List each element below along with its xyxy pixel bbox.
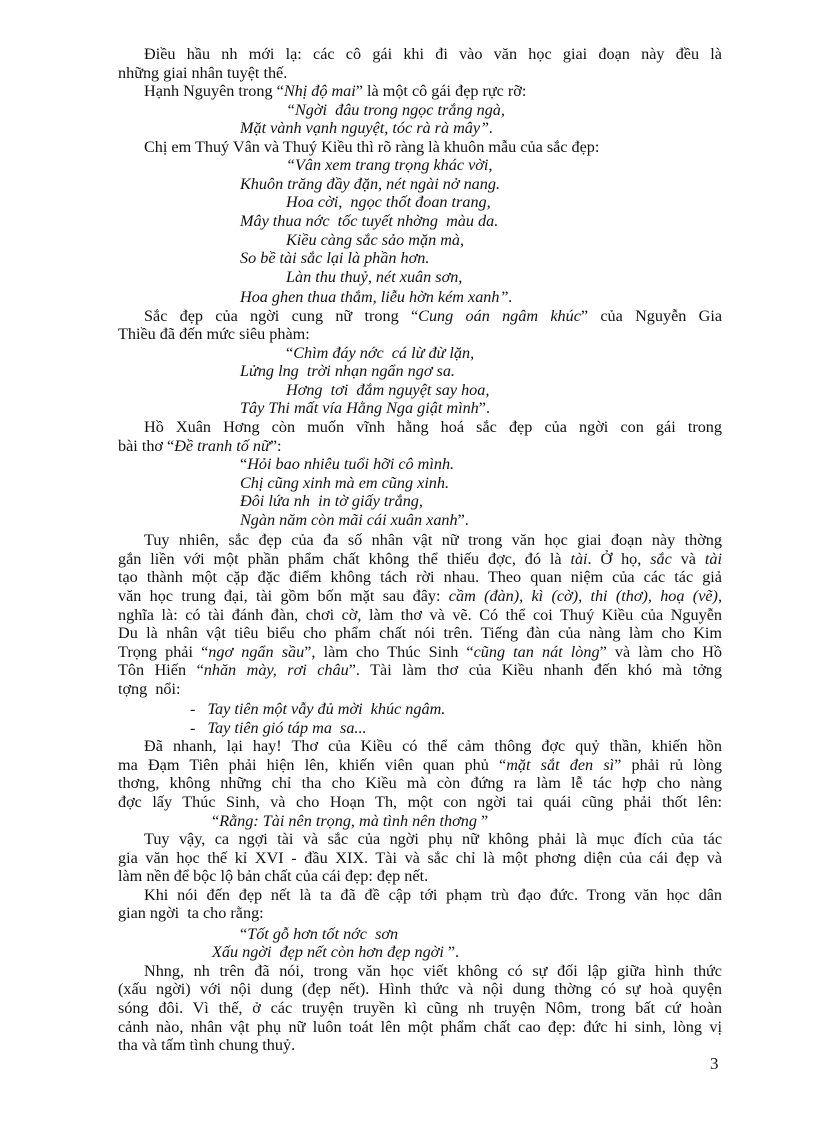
text-line: Tuy vậy, ca ngợi tài và sắc của ngời phụ nữ không phải là mục đích của tác [144,830,722,849]
text-line: Thiều đã đến mức siêu phàm: [118,325,310,344]
text-line: ma Đạm Tiên phải hiện lên, khiến viên quan phủ “mặt sắt đen sì” phải rủ lòng [118,755,722,774]
text-line: “Ngời đâu trong ngọc trắng ngà, [286,100,505,119]
text-line: Chị cũng xinh mà em cũng xinh. [240,473,450,492]
text-line: Đã nhanh, lại hay! Thơ của Kiều có thể cảm thông đợc quỷ thần, khiến hồn [144,737,722,756]
text-line: Tôn Hiến “nhăn mày, rơi châu”. Tài làm thơ của Kiều nhanh đến khó mà tởng [118,661,722,680]
text-line: bài thơ “Đề tranh tố nữ”: [118,436,282,455]
text-line: cảnh nào, nhân vật phụ nữ luôn toát lên một phẩm chất cao đẹp: đức hi sinh, lòng vị [118,1017,722,1036]
text-line: “Vân xem trang trọng khác vời, [286,156,493,175]
text-line: Khuôn trăng đầy đặn, nét ngài nở nang. [240,174,500,193]
text-line: gắn liền với một phần phẩm chất không thể thiếu đợc, đó là tài. Ở họ, sắc và tài [118,549,722,568]
text-line: Mặt vành vạnh nguyệt, tóc rà rà mây”. [240,119,494,138]
text-line: nghĩa là: có tài đánh đàn, chơi cờ, làm thơ và vẽ. Có thể coi Thuý Kiều của Nguyễn [118,605,722,624]
text-line: gia văn học thế kỉ XVI - đầu XIX. Tài và sắc chỉ là một phơng diện của cái đẹp và [118,848,722,867]
text-line: Tây Thi mất vía Hằng Nga giật mình”. [240,399,491,418]
text-line: Trọng phải “ngơ ngẩn sầu”, làm cho Thúc Sinh “cũng tan nát lòng” và làm cho Hồ [118,642,722,661]
text-line: Đôi lứa nh in tờ giấy trắng, [240,492,423,511]
text-line: tha và tấm tình chung thuỷ. [118,1036,296,1055]
text-line: Hạnh Nguyên trong “Nhị độ mai” là một cô gái đẹp rực rỡ: [144,82,527,101]
text-line: làm nền để bộc lộ bản chất của cái đẹp: đẹp nết. [118,867,429,886]
text-line: Điều hầu nh mới lạ: các cô gái khi đi vào văn học giai đoạn này đều là [144,45,722,63]
text-line: Hoa cời, ngọc thốt đoan trang, [286,193,491,212]
text-line: văn học trung đại, tài gồm bốn mặt sau đây: cầm (đàn), kì (cờ), thi (thơ), hoạ (vẽ), [118,586,722,605]
text-line: Mây thua nớc tốc tuyết nhờng màu da. [240,212,499,231]
text-line: Làn thu thuỷ, nét xuân sơn, [286,267,463,286]
text-line: Khi nói đến đẹp nết là ta đã đề cập tới phạm trù đạo đức. Trong văn học dân [144,885,722,904]
text-line: những giai nhân tuyệt thế. [118,63,288,82]
text-line: Hoa ghen thua thắm, liễu hờn kém xanh”. [240,288,513,307]
text-line: Nhng, nh trên đã nói, trong văn học viết không có sự đối lập giữa hình thức [144,961,722,980]
page-number: 3 [710,1054,719,1073]
text-line: Lửng lng trời nhạn ngẩn ngơ sa. [240,362,455,381]
text-line: “Hỏi bao nhiêu tuổi hỡi cô mình. [240,455,455,474]
text-line: Kiều càng sắc sảo mặn mà, [286,230,465,249]
text-line: Chị em Thuý Vân và Thuý Kiều thì rõ ràng là khuôn mẫu của sắc đẹp: [144,137,600,156]
text-line: sóng đôi. Vì thế, ở các truyện truyền kì cũng nh truyện Nôm, trong bất cứ hoàn [118,998,722,1017]
text-line: gian ngời ta cho rằng: [118,904,264,923]
text-line: thơng, không những chỉ tha cho Kiều mà còn đứng ra làm lễ tác hợp cho nàng [118,774,722,793]
text-line: “Tốt gỗ hơn tốt nớc sơn [240,924,399,943]
text-line: - Tay tiên gió táp ma sa... [190,718,367,737]
text-line: Tuy nhiên, sắc đẹp của đa số nhân vật nữ trong văn học giai đoạn này thờng [144,531,722,550]
text-line: tợng nổi: [118,679,181,698]
text-line: Du là nhân vật tiêu biểu cho phẩm chất nói trên. Tiếng đàn của nàng làm cho Kim [118,624,722,643]
text-line: Hơng tơi đắm nguyệt say hoa, [286,380,490,399]
text-line: Xấu ngời đẹp nết còn hơn đẹp ngời ”. [212,943,460,962]
text-line: Sắc đẹp của ngời cung nữ trong “Cung oán ngâm khúc” của Nguyễn Gia [144,306,723,325]
text-line: So bề tài sắc lại là phần hơn. [240,249,430,268]
text-line: Ngàn năm còn mãi cái xuân xanh”. [240,510,469,529]
text-line: - Tay tiên một vẫy đủ mời khúc ngâm. [190,700,446,719]
text-line: “Chìm đáy nớc cá lừ đừ lặn, [286,343,475,362]
text-line: tạo thành một cặp đặc điểm không tách rời nhau. Theo quan niệm của các tác giả [118,568,722,587]
text-line: Hồ Xuân Hơng còn muốn vĩnh hằng hoá sắc đẹp của ngời con gái trong [144,418,722,437]
text-line: (xấu ngời) với nội dung (đẹp nết). Hình thức và nội dung thờng có sự hoà quyện [118,980,722,999]
text-line: đợc lấy Thúc Sinh, và cho Hoạn Th, một con ngời tai quái cũng phải thốt lên: [118,792,722,811]
text-line: “Rằng: Tài nên trọng, mà tình nên thơng ” [212,811,489,830]
